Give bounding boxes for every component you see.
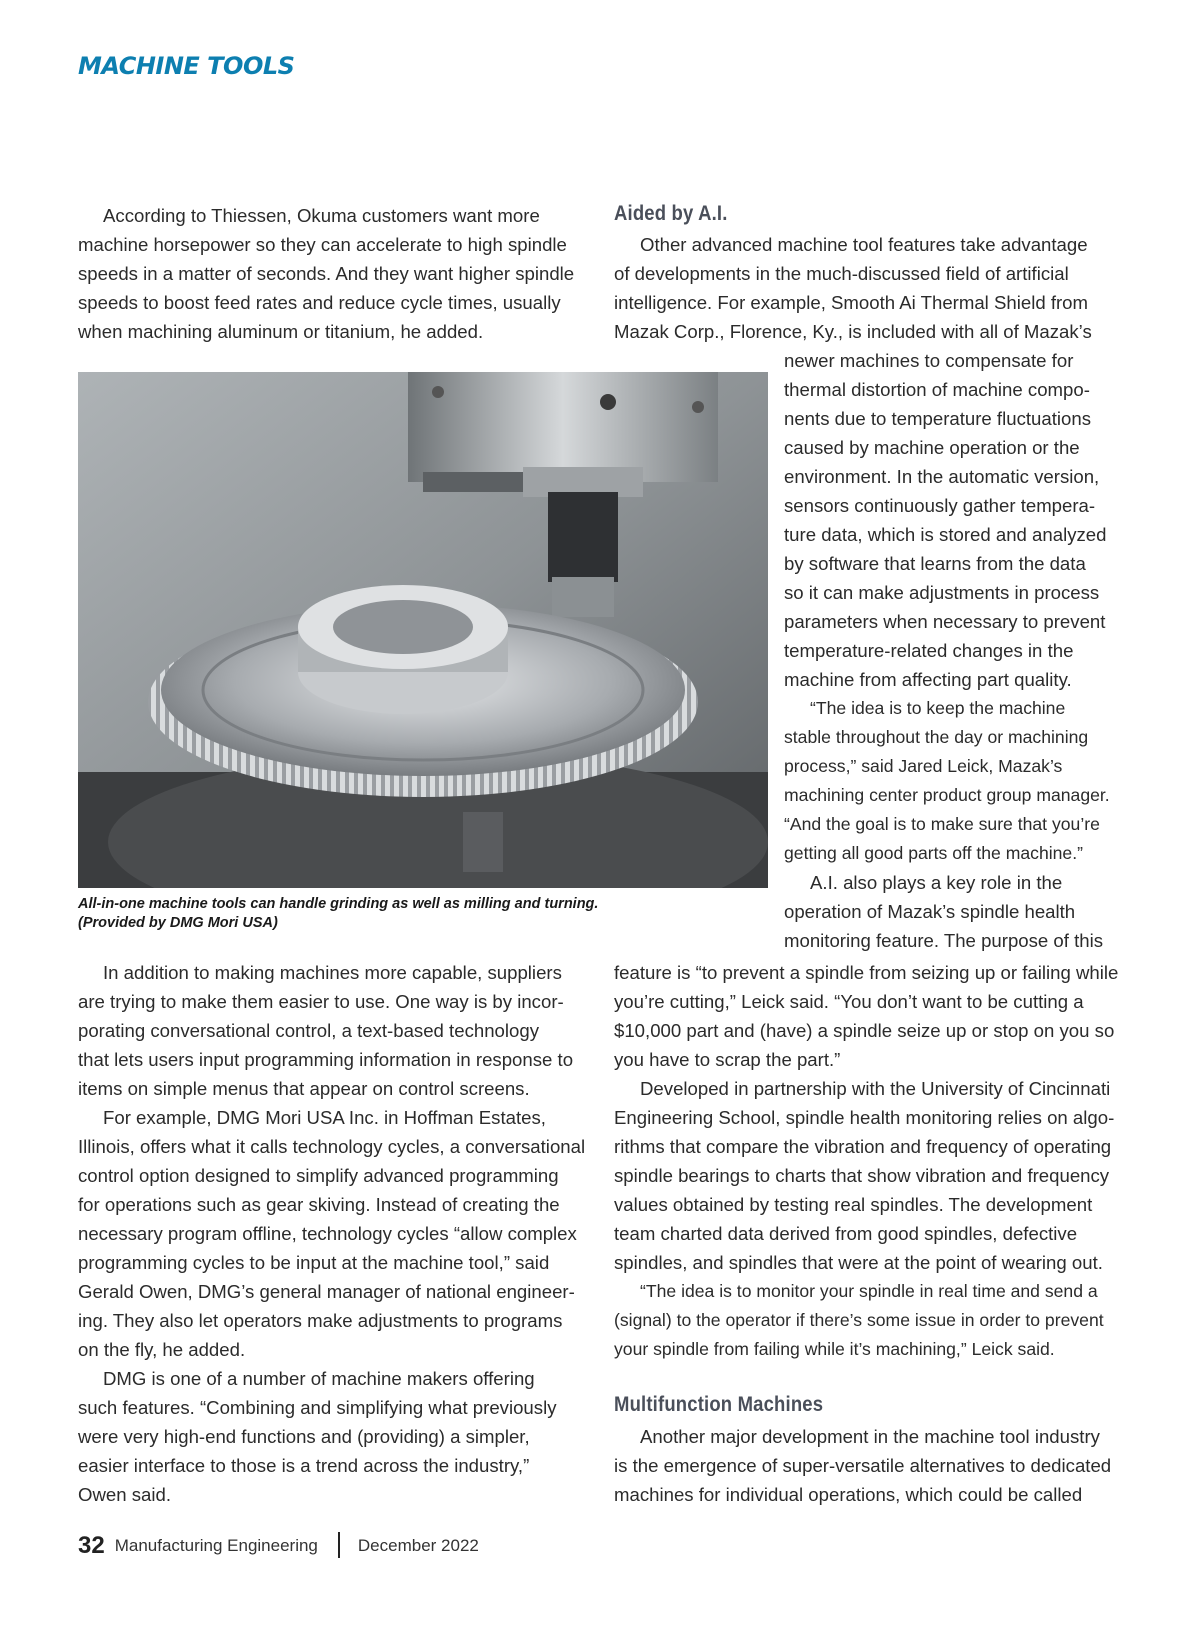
- text-line: In addition to making machines more capable, suppliers: [103, 962, 562, 983]
- text-line: stable throughout the day or machining: [784, 727, 1089, 747]
- text-line: nents due to temperature fluctuations: [784, 408, 1091, 429]
- text-line: you’re cutting,” Leick said. “You don’t want to be cutting a: [614, 991, 1084, 1012]
- text-line: team charted data derived from good spindles, defective: [614, 1223, 1078, 1244]
- gear-machine-illustration: [78, 372, 768, 888]
- text-line: speeds in a matter of seconds. And they want higher spindle: [78, 263, 575, 284]
- text-line: operation of Mazak’s spindle health: [784, 901, 1076, 922]
- text-line: rithms that compare the vibration and frequency of operating: [614, 1136, 1112, 1157]
- figure-caption: All-in-one machine tools can handle grinding as well as milling and turning.: [78, 896, 599, 912]
- text-line: monitoring feature. The purpose of this: [784, 930, 1104, 951]
- section-label: MACHINE TOOLS: [78, 52, 295, 80]
- text-line: caused by machine operation or the: [784, 437, 1080, 458]
- text-line: control option designed to simplify advanced programming: [78, 1165, 559, 1186]
- text-line: process,” said Jared Leick, Mazak’s: [784, 756, 1063, 776]
- figure-caption: (Provided by DMG Mori USA): [78, 915, 278, 931]
- publication-name: Manufacturing Engineering: [114, 1536, 318, 1555]
- text-line: porating conversational control, a text-based technology: [78, 1020, 539, 1041]
- text-line: $10,000 part and (have) a spindle seize up or stop on you so: [614, 1020, 1115, 1041]
- text-line: Another major development in the machine tool industry: [640, 1426, 1100, 1447]
- text-line: Other advanced machine tool features take advantage: [640, 234, 1088, 255]
- text-line: on the fly, he added.: [78, 1339, 246, 1360]
- text-line: According to Thiessen, Okuma customers want more: [103, 205, 540, 226]
- text-line: ture data, which is stored and analyzed: [784, 524, 1107, 545]
- text-line: when machining aluminum or titanium, he added.: [78, 321, 484, 342]
- text-line: Owen said.: [78, 1484, 172, 1505]
- text-line: is the emergence of super-versatile alternatives to dedicated: [614, 1455, 1112, 1476]
- text-line: Illinois, offers what it calls technology cycles, a conversational: [78, 1136, 586, 1157]
- text-line: intelligence. For example, Smooth Ai Thermal Shield from: [614, 292, 1089, 313]
- text-line: your spindle from failing while it’s machining,” Leick said.: [614, 1339, 1055, 1359]
- text-line: Developed in partnership with the University of Cincinnati: [640, 1078, 1111, 1099]
- text-line: Engineering School, spindle health monitoring relies on algo-: [614, 1107, 1115, 1128]
- text-line: items on simple menus that appear on control screens.: [78, 1078, 530, 1099]
- text-line: speeds to boost feed rates and reduce cycle times, usually: [78, 292, 561, 313]
- text-line: machine from affecting part quality.: [784, 669, 1072, 690]
- text-line: machines for individual operations, which could be called: [614, 1484, 1083, 1505]
- text-line: that lets users input programming information in response to: [78, 1049, 574, 1070]
- text-line: such features. “Combining and simplifying what previously: [78, 1397, 557, 1418]
- text-line: programming cycles to be input at the machine tool,” said: [78, 1252, 550, 1273]
- text-line: spindle bearings to charts that show vibration and frequency: [614, 1165, 1110, 1186]
- text-line: values obtained by testing real spindles. The development: [614, 1194, 1093, 1215]
- footer-divider: [338, 1532, 340, 1558]
- text-line: For example, DMG Mori USA Inc. in Hoffman Estates,: [103, 1107, 546, 1128]
- text-line: getting all good parts off the machine.”: [784, 843, 1083, 863]
- text-line: environment. In the automatic version,: [784, 466, 1100, 487]
- issue-date: December 2022: [357, 1536, 479, 1555]
- section-heading: Aided by A.I.: [614, 202, 728, 225]
- text-line: DMG is one of a number of machine makers offering: [103, 1368, 535, 1389]
- text-line: machine horsepower so they can accelerate to high spindle: [78, 234, 567, 255]
- text-line: spindles, and spindles that were at the point of wearing out.: [614, 1252, 1103, 1273]
- section-heading: Multifunction Machines: [614, 1393, 824, 1416]
- text-line: ing. They also let operators make adjustments to programs: [78, 1310, 563, 1331]
- text-line: A.I. also plays a key role in the: [810, 872, 1063, 893]
- page-footer: [78, 1532, 479, 1560]
- text-line: machining center product group manager.: [784, 785, 1110, 805]
- text-line: easier interface to those is a trend across the industry,”: [78, 1455, 530, 1476]
- text-line: “The idea is to keep the machine: [810, 698, 1066, 718]
- text-line: Gerald Owen, DMG’s general manager of national engineer-: [78, 1281, 575, 1302]
- machine-tool-photo: [78, 372, 768, 888]
- text-line: temperature-related changes in the: [784, 640, 1074, 661]
- text-line: you have to scrap the part.”: [614, 1049, 841, 1070]
- text-line: were very high-end functions and (providing) a simpler,: [78, 1426, 530, 1447]
- text-line: “The idea is to monitor your spindle in real time and send a: [640, 1281, 1098, 1301]
- text-line: “And the goal is to make sure that you’re: [784, 814, 1100, 834]
- page-number: 32: [78, 1532, 105, 1559]
- text-line: by software that learns from the data: [784, 553, 1086, 574]
- text-line: of developments in the much-discussed field of artificial: [614, 263, 1069, 284]
- text-line: are trying to make them easier to use. One way is by incor-: [78, 991, 564, 1012]
- text-line: Mazak Corp., Florence, Ky., is included with all of Mazak’s: [614, 321, 1092, 342]
- text-line: necessary program offline, technology cycles “allow complex: [78, 1223, 577, 1244]
- text-line: sensors continuously gather tempera-: [784, 495, 1096, 516]
- text-line: for operations such as gear skiving. Instead of creating the: [78, 1194, 560, 1215]
- text-line: thermal distortion of machine compo-: [784, 379, 1090, 400]
- text-line: (signal) to the operator if there’s some issue in order to prevent: [614, 1310, 1104, 1330]
- text-line: newer machines to compensate for: [784, 350, 1074, 371]
- text-line: feature is “to prevent a spindle from seizing up or failing while: [614, 962, 1119, 983]
- text-line: so it can make adjustments in process: [784, 582, 1100, 603]
- text-line: parameters when necessary to prevent: [784, 611, 1106, 632]
